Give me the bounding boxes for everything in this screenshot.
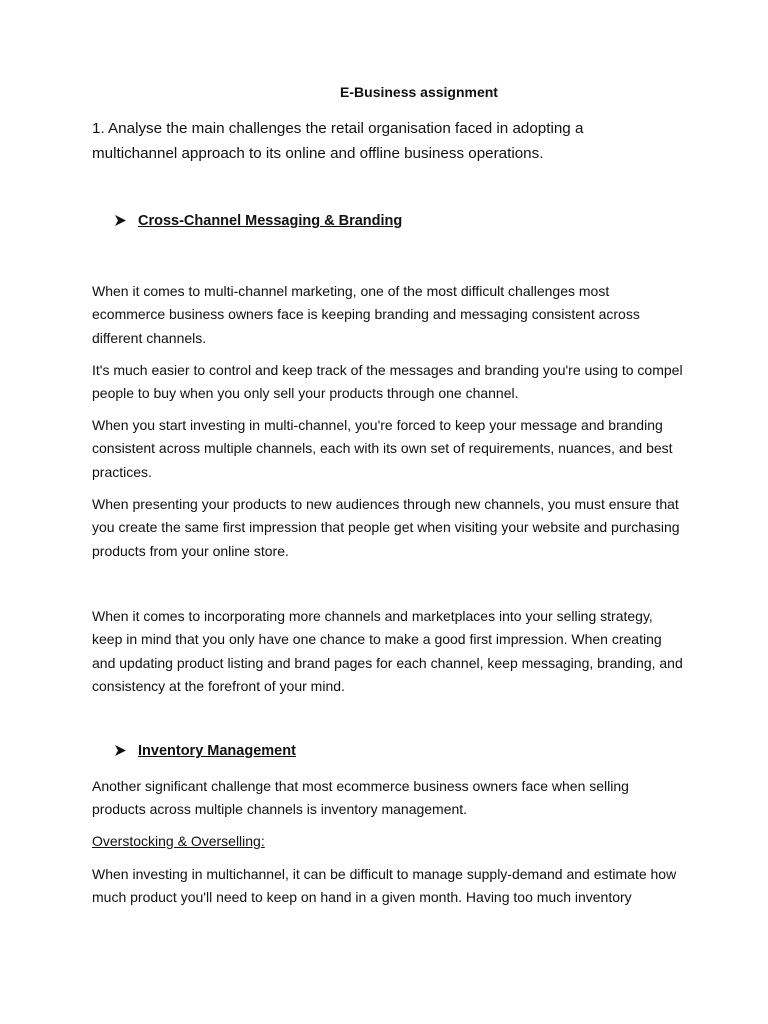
paragraph: When it comes to incorporating more channels and marketplaces into your selling strategy, keep in mind that you only have one chance to make a good first impression. When creating and updating product listing and brand pages for each channel, keep messaging, branding, and consistency at the forefront of your mind. (92, 608, 683, 695)
arrow-bullet-icon (114, 743, 138, 759)
section-heading-messaging (114, 213, 402, 229)
paragraph: When presenting your products to new audiences through new channels, you must ensure that you create the same first impression that people get when visiting your website and purchasing products from your online store. (92, 496, 680, 559)
arrow-bullet-icon (114, 213, 138, 229)
paragraph: Another significant challenge that most ecommerce business owners face when selling products across multiple channels is inventory management. (92, 778, 629, 818)
question-text: 1. Analyse the main challenges the retail organisation faced in adopting a multichannel approach to its online and offline business operations. (92, 120, 584, 162)
subheading-overstocking: Overstocking & Overselling: (92, 833, 265, 849)
paragraph: It's much easier to control and keep track of the messages and branding you're using to compel people to buy when you only sell your products through one channel. (92, 362, 683, 402)
section-heading-inventory (114, 743, 296, 759)
document-title: E-Business assignment (340, 84, 498, 100)
paragraph: When you start investing in multi-channel, you're forced to keep your message and branding consistent across multiple channels, each with its own set of requirements, nuances, and best practices. (92, 417, 673, 480)
paragraph: When it comes to multi-channel marketing, one of the most difficult challenges most ecommerce business owners face is keeping branding and messaging consistent across different channels. (92, 283, 640, 346)
section-heading-label: Inventory Management (138, 743, 296, 759)
paragraph: When investing in multichannel, it can be difficult to manage supply-demand and estimate how much product you'll need to keep on hand in a given month. Having too much inventory (92, 866, 677, 906)
section-heading-label: Cross-Channel Messaging & Branding (138, 213, 403, 229)
